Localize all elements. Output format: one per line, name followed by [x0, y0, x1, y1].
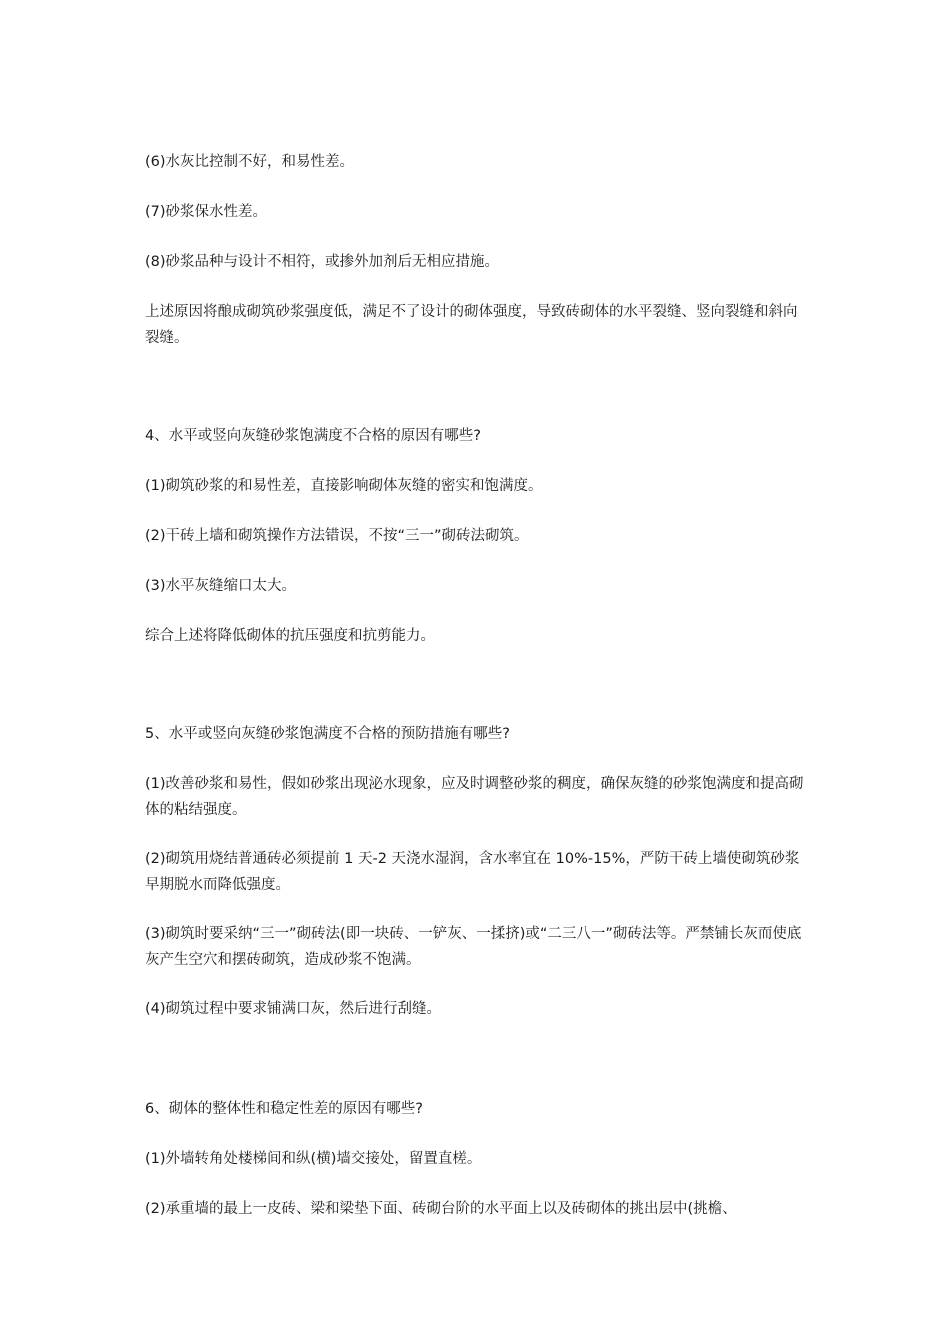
- paragraph-summary-3: 上述原因将酿成砌筑砂浆强度低，满足不了设计的砌体强度，导致砖砌体的水平裂缝、竖向裂缝和斜向裂缝。: [145, 304, 798, 346]
- paragraph-item-8: (8)砂浆品种与设计不相符，或掺外加剂后无相应措施。: [145, 254, 500, 270]
- paragraph-4-1: (1)砌筑砂浆的和易性差，直接影响砌体灰缝的密实和饱满度。: [145, 478, 543, 494]
- paragraph-5-1: (1)改善砂浆和易性，假如砂浆出现泌水现象，应及时调整砂浆的稠度，确保灰缝的砂浆饱满度和提高砌体的粘结强度。: [145, 776, 804, 818]
- paragraph-5-4: (4)砌筑过程中要求铺满口灰，然后进行刮缝。: [145, 1001, 442, 1017]
- section-heading-4: 4、水平或竖向灰缝砂浆饱满度不合格的原因有哪些?: [145, 428, 481, 444]
- section-heading-6: 6、砌体的整体性和稳定性差的原因有哪些?: [145, 1101, 423, 1117]
- paragraph-5-2: (2)砌筑用烧结普通砖必须提前 1 天-2 天浇水湿润，含水率宜在 10%-15%，严防干砖上墙使砌筑砂浆早期脱水而降低强度。: [145, 851, 800, 893]
- paragraph-summary-4: 综合上述将降低砌体的抗压强度和抗剪能力。: [145, 628, 435, 644]
- paragraph-4-3: (3)水平灰缝缩口太大。: [145, 578, 297, 594]
- paragraph-item-6: (6)水灰比控制不好，和易性差。: [145, 154, 355, 170]
- paragraph-6-2: (2)承重墙的最上一皮砖、梁和梁垫下面、砖砌台阶的水平面上以及砖砌体的挑出层中(挑檐、: [145, 1201, 737, 1217]
- section-heading-5: 5、水平或竖向灰缝砂浆饱满度不合格的预防措施有哪些?: [145, 726, 510, 742]
- paragraph-4-2: (2)干砖上墙和砌筑操作方法错误，不按“三一”砌砖法砌筑。: [145, 528, 529, 544]
- paragraph-6-1: (1)外墙转角处楼梯间和纵(横)墙交接处，留置直槎。: [145, 1151, 482, 1167]
- paragraph-item-7: (7)砂浆保水性差。: [145, 204, 268, 220]
- paragraph-5-3: (3)砌筑时要采纳“三一”砌砖法(即一块砖、一铲灰、一揉挤)或“二三八一”砌砖法等。严禁铺长灰而使底灰产生空穴和摆砖砌筑，造成砂浆不饱满。: [145, 926, 802, 968]
